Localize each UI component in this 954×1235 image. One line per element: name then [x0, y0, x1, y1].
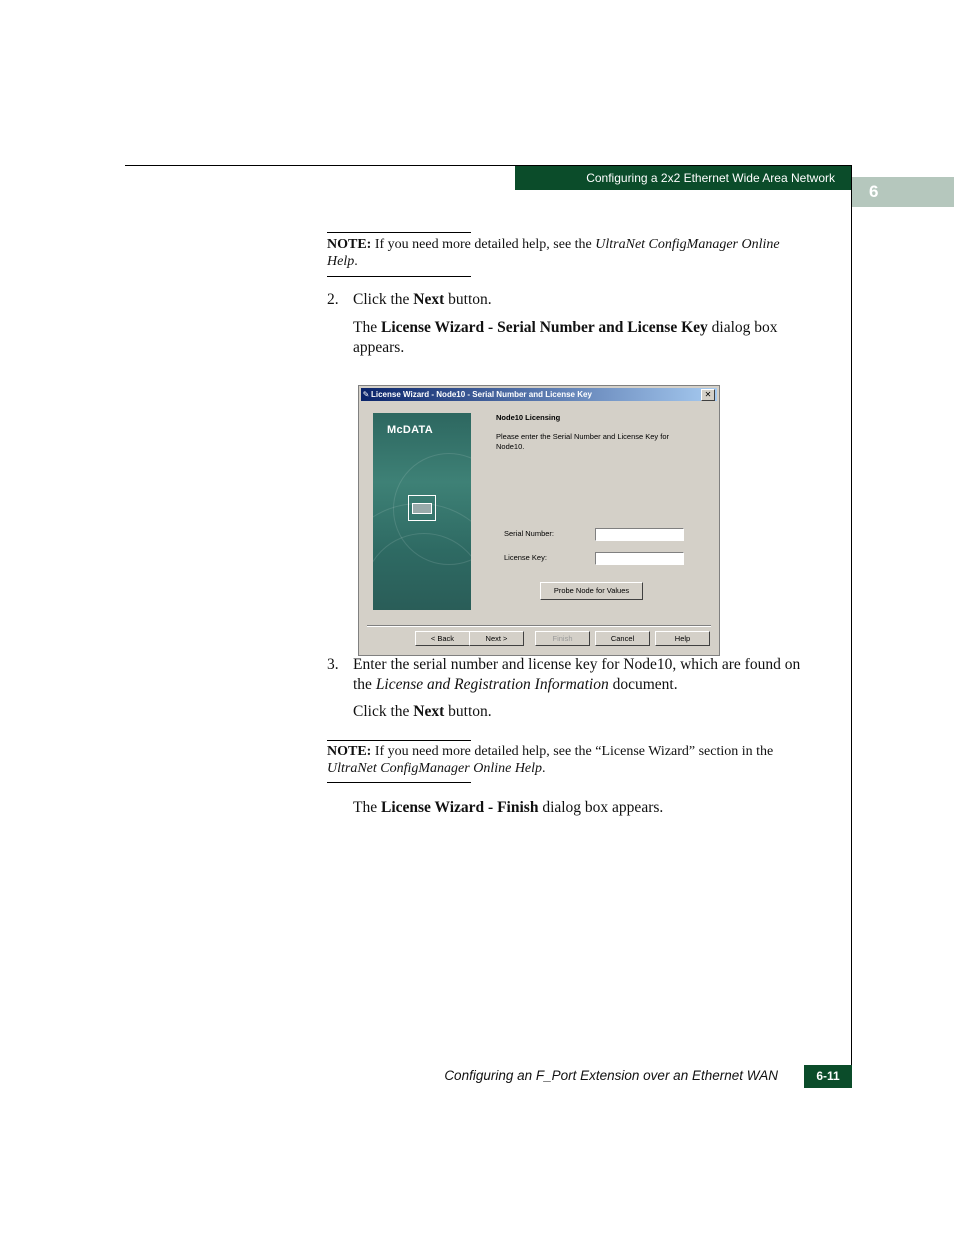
note-1 — [327, 236, 807, 270]
probe-node-button[interactable]: Probe Node for Values — [540, 582, 643, 600]
license-wizard-dialog — [358, 385, 720, 656]
close-button[interactable]: ✕ — [701, 389, 715, 401]
wizard-side-panel — [373, 413, 471, 610]
note-rule-bottom — [327, 276, 471, 277]
step-text: document. — [608, 676, 678, 693]
dialog-title: License Wizard - Node10 - Serial Number and License Key — [371, 390, 592, 399]
next-button[interactable]: Next > — [469, 631, 524, 646]
step-italic: License and Registration Information — [375, 676, 609, 693]
finish-button[interactable]: Finish — [535, 631, 590, 646]
dialog-title-bar — [361, 388, 717, 401]
step-bold: Next — [413, 703, 445, 720]
dialog-separator — [367, 625, 711, 627]
step-2-text — [353, 290, 813, 310]
back-button[interactable]: < Back — [415, 631, 470, 646]
result-text: dialog box appears. — [538, 799, 664, 816]
margin-rule — [851, 166, 852, 1088]
dialog-instructions: Please enter the Serial Number and License Key for Node10. — [496, 432, 670, 451]
note-rule-bottom — [327, 782, 471, 783]
note-text: If you need more detailed help, see the — [371, 237, 596, 252]
note-end: . — [354, 254, 358, 269]
license-card-icon — [408, 495, 436, 521]
step-text: Enter the serial number and license key for Node10, which are found on the — [353, 656, 801, 693]
note-end: . — [542, 761, 546, 776]
step-bold: Next — [413, 291, 445, 308]
section-title: Configuring a 2x2 Ethernet Wide Area Network — [515, 166, 852, 190]
step-text: button. — [444, 703, 492, 720]
note-reference: UltraNet ConfigManager Online Help — [327, 761, 543, 776]
cancel-button[interactable]: Cancel — [595, 631, 650, 646]
step-2-result — [353, 318, 813, 358]
step-text: Click the — [353, 703, 414, 720]
step-text: Click the — [353, 291, 414, 308]
step-number: 3. — [327, 656, 339, 673]
note-rule-top — [327, 740, 471, 741]
serial-number-label: Serial Number: — [504, 529, 555, 538]
page-number: 6-11 — [804, 1065, 852, 1088]
note-text: If you need more detailed help, see the “License Wizard” section in the — [371, 744, 774, 759]
wizard-icon: ✎ — [362, 390, 370, 399]
license-key-field[interactable] — [595, 552, 684, 565]
footer-title: Configuring an F_Port Extension over an Ethernet WAN — [444, 1068, 778, 1083]
mcdata-logo: McDATA — [387, 424, 433, 436]
result-text: The — [353, 799, 381, 816]
dialog-heading: Node10 Licensing — [496, 413, 561, 422]
chapter-tab: 6 — [852, 177, 954, 207]
note-label: NOTE: — [327, 744, 372, 759]
result-text: The — [353, 319, 381, 336]
help-button[interactable]: Help — [655, 631, 710, 646]
step-text: button. — [444, 291, 492, 308]
result-bold: License Wizard - Finish — [380, 799, 539, 816]
step-3-text — [353, 655, 808, 695]
result-bold: License Wizard - Serial Number and License Key — [380, 319, 708, 336]
step-number: 2. — [327, 291, 339, 308]
note-rule-top — [327, 232, 471, 233]
serial-number-field[interactable] — [595, 528, 684, 541]
note-2 — [327, 743, 807, 777]
license-key-label: License Key: — [504, 553, 547, 562]
finish-dialog-text — [353, 798, 808, 818]
result-text: dialog box appears. — [353, 319, 778, 356]
note-reference: UltraNet ConfigManager Online Help — [327, 237, 780, 269]
step-3-click — [353, 702, 808, 722]
note-label: NOTE: — [327, 237, 372, 252]
